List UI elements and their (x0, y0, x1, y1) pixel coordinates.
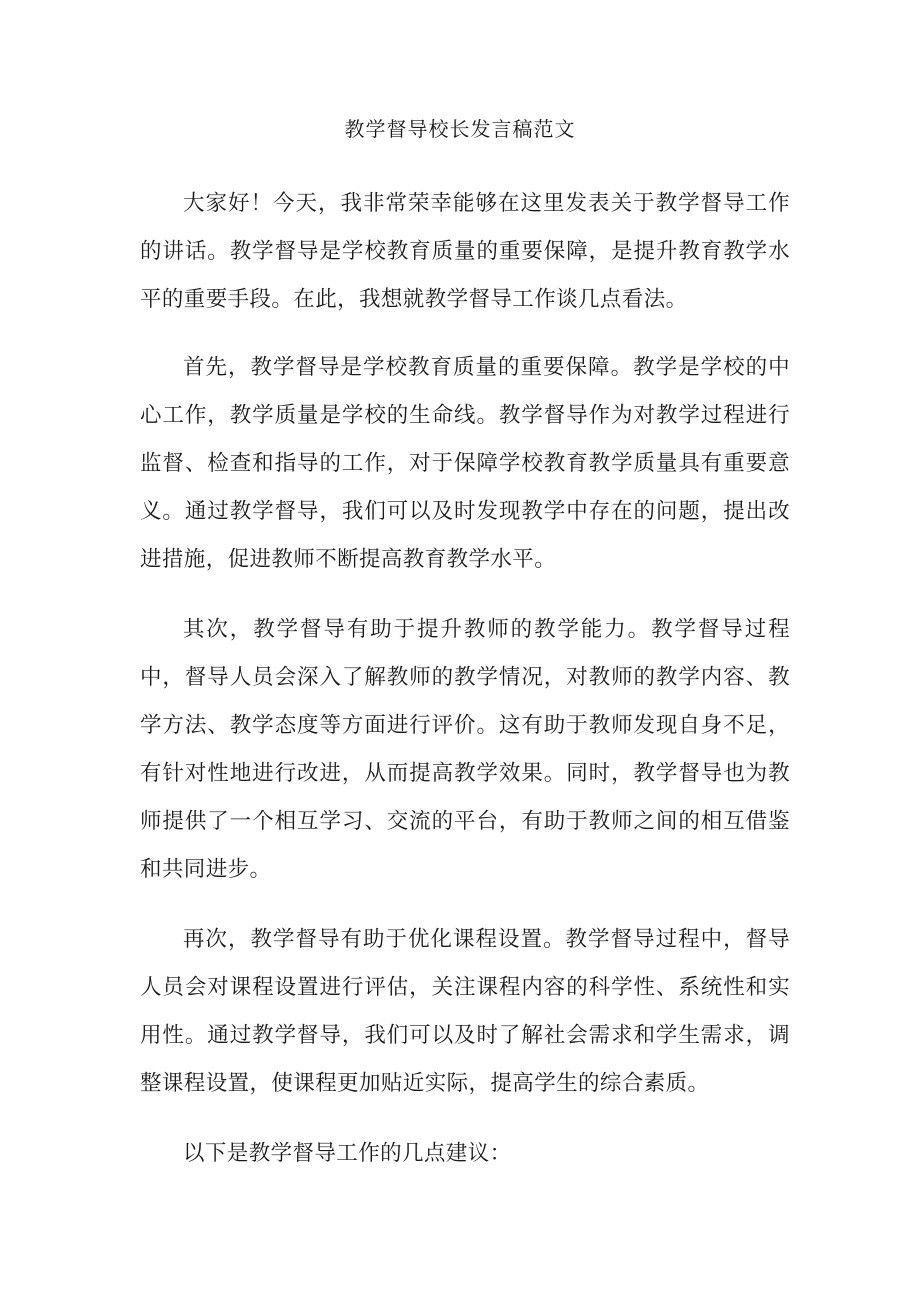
paragraph-greeting: 大家好！今天，我非常荣幸能够在这里发表关于教学督导工作的讲话。教学督导是学校教育质量的重要保障，是提升教育教学水平的重要手段。在此，我想就教学督导工作谈几点看法。 (140, 191, 790, 312)
paragraph-second-point: 其次，教学督导有助于提升教师的教学能力。教学督导过程中，督导人员会深入了解教师的教学情况，对教师的教学内容、教学方法、教学态度等方面进行评价。这有助于教师发现自身不足，有针对性地进行改进，从而提高教学效果。同时，教学督导也为教师提供了一个相互学习、交流的平台，有助于教师之间的相互借鉴和共同进步。 (140, 617, 790, 882)
paragraph-third-point: 再次，教学督导有助于优化课程设置。教学督导过程中，督导人员会对课程设置进行评估，关注课程内容的科学性、系统性和实用性。通过教学督导，我们可以及时了解社会需求和学生需求，调整课程设置，使课程更加贴近实际，提高学生的综合素质。 (140, 927, 790, 1096)
document-title: 教学督导校长发言稿范文 (344, 117, 576, 141)
paragraph-suggestions-intro: 以下是教学督导工作的几点建议： (183, 1141, 512, 1166)
paragraph-first-point: 首先，教学督导是学校教育质量的重要保障。教学是学校的中心工作，教学质量是学校的生命线。教学督导作为对教学过程进行监督、检查和指导的工作，对于保障学校教育教学质量具有重要意义。通过教学督导，我们可以及时发现教学中存在的问题，提出改进措施，促进教师不断提高教育教学水平。 (140, 355, 790, 572)
